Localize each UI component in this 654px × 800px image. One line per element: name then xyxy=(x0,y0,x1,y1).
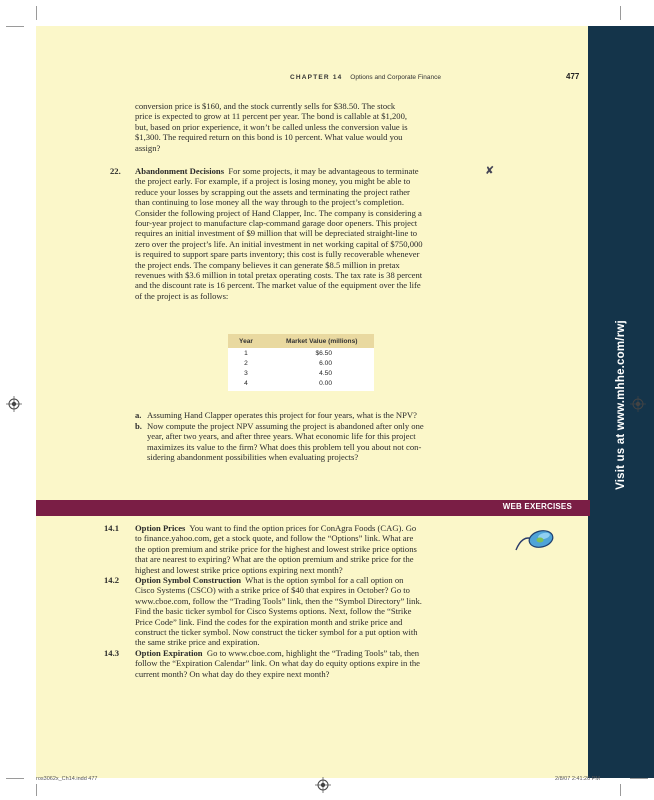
part-a-text xyxy=(147,410,417,420)
crop-mark xyxy=(620,6,621,20)
problem-22-paragraph xyxy=(135,166,423,301)
text-line xyxy=(135,648,420,658)
table-cell-year: 2 xyxy=(244,359,248,367)
market-value-table xyxy=(228,334,374,391)
column-header-year: Year xyxy=(228,334,264,348)
exercise-number: 14.1 xyxy=(104,523,120,533)
text-line: year, after two years, and after three years. What economic life for this project xyxy=(147,431,416,442)
text-line-first: Go to www.cboe.com, highlight the “Trading Tools” tab, then xyxy=(206,648,420,658)
problem-number: 22. xyxy=(110,166,121,176)
table-cell-value: 0.00 xyxy=(319,379,332,387)
text-line: Assuming Hand Clapper operates this project for four years, what is the NPV? xyxy=(147,410,417,420)
text-line: to finance.yahoo.com, get a stock quote, and follow the “Options” link. What are xyxy=(135,533,414,544)
part-b-label: b. xyxy=(135,421,142,431)
text-line: that are nearest to expiring? What are the option premium and strike price for the xyxy=(135,554,414,565)
crop-mark xyxy=(630,778,648,779)
exercise-title: Option Prices xyxy=(135,523,186,533)
exercise-title: Option Expiration xyxy=(135,648,203,658)
text-line: current month? On what day do they expire next month? xyxy=(135,668,330,679)
table-cell-value: $6.50 xyxy=(315,349,332,357)
text-line: zero over the project’s life. An initial investment in net working capital of $750,000 xyxy=(135,238,423,249)
table-cell-year: 3 xyxy=(244,369,248,377)
crop-mark xyxy=(6,26,24,27)
text-line: the project ends. The company believes it can generate $8.5 million in pretax xyxy=(135,259,400,270)
registration-mark-icon xyxy=(630,396,646,412)
text-line: is required to support spare parts inventory; this cost is fully recoverable whenever xyxy=(135,249,420,260)
text-line: Price Code” link. Find the codes for the expiration month and strike price and xyxy=(135,616,403,627)
text-line: Find the basic ticker symbol for Cisco Systems options. Next, follow the “Strike xyxy=(135,606,412,617)
text-line: and the discount rate is 16 percent. The market value of the equipment over the life xyxy=(135,280,421,291)
table-header-row xyxy=(228,334,374,348)
text-line xyxy=(135,575,422,585)
text-line: reduce your losses by scrapping out the assets and terminating the project rather xyxy=(135,186,410,197)
text-line: requires an initial investment of $9 million that will be depreciated straight-line to xyxy=(135,228,418,239)
running-head xyxy=(290,74,441,81)
registration-mark-icon xyxy=(6,396,22,412)
table-cell-year: 1 xyxy=(244,349,248,357)
text-line: the same strike price and expiration. xyxy=(135,637,260,648)
footer-timestamp: 2/8/07 2:41:20 PM xyxy=(555,776,600,782)
exercise-14-1 xyxy=(135,523,417,575)
chapter-title: Options and Corporate Finance xyxy=(350,74,441,81)
text-line xyxy=(135,523,417,533)
computer-mouse-icon xyxy=(514,526,556,556)
web-exercises-label: WEB EXERCISES xyxy=(502,502,572,511)
part-b-text xyxy=(147,421,424,463)
column-header-market-value: Market Value (millions) xyxy=(264,334,374,348)
text-line: conversion price is $160, and the stock currently sells for $38.50. The stock xyxy=(135,101,396,111)
text-line: Consider the following project of Hand Clapper, Inc. The company is considering a xyxy=(135,207,422,218)
text-line: revenues with $3.6 million in total pretax operating costs. The tax rate is 38 percent xyxy=(135,270,423,281)
text-line: the project early. For example, if a project is losing money, you might be able to xyxy=(135,176,411,187)
exercise-number: 14.3 xyxy=(104,648,120,658)
text-line-first: You want to find the option prices for ConAgra Foods (CAG). Go xyxy=(189,523,417,533)
text-line: follow the “Expiration Calendar” link. On what day do equity options expire in the xyxy=(135,658,420,669)
text-line: www.cboe.com, follow the “Trading Tools” link, then the “Symbol Directory” link. xyxy=(135,595,422,606)
footer-file-slug: ros3062x_Ch14.indd 477 xyxy=(36,776,98,782)
table-cell-value: 6.00 xyxy=(319,359,332,367)
text-line: Cisco Systems (CSCO) with a strike price of $40 that expires in October? Go to xyxy=(135,585,410,596)
text-line: highest and lowest strike price options expiring next month? xyxy=(135,564,343,575)
exercise-14-3 xyxy=(135,648,420,679)
crop-mark xyxy=(620,784,621,796)
text-line: than continuing to lose money all the way through to the project’s completion. xyxy=(135,197,404,208)
exercise-number: 14.2 xyxy=(104,575,120,585)
table-row xyxy=(228,348,374,358)
table-cell-year: 4 xyxy=(244,379,248,387)
text-line: the option premium and strike price for the highest and lowest strike price options xyxy=(135,543,417,554)
text-line: of the project is as follows: xyxy=(135,290,229,301)
text-line: but, based on prior experience, it won’t be called unless the conversion value is xyxy=(135,121,408,132)
text-line: $1,300. The required return on this bond is 10 percent. What value would you xyxy=(135,132,403,143)
text-line-first: For some projects, it may be advantageous to terminate xyxy=(228,166,419,176)
crop-mark xyxy=(6,778,24,779)
text-line: four-year project to manufacture clap-command garage door openers. This project xyxy=(135,218,418,229)
text-line: sidering abandonment possibilities when evaluating projects? xyxy=(147,452,359,463)
text-line: price is expected to grow at 11 percent per year. The bond is callable at $1,200, xyxy=(135,111,408,122)
chapter-label: CHAPTER 14 xyxy=(290,74,343,81)
crop-mark xyxy=(36,6,37,20)
page-number: 477 xyxy=(566,72,580,81)
text-line xyxy=(135,166,423,176)
web-exercises-banner xyxy=(36,500,590,516)
crop-mark xyxy=(36,784,37,796)
part-a-label: a. xyxy=(135,410,142,420)
text-line: Now compute the project NPV assuming the project is abandoned after only one xyxy=(147,421,424,431)
text-line: assign? xyxy=(135,142,161,153)
table-row xyxy=(228,378,374,391)
exercise-14-2 xyxy=(135,575,422,648)
text-line: construct the ticker symbol. Now construct the ticker symbol for a put option with xyxy=(135,627,418,638)
intro-paragraph xyxy=(135,101,408,153)
text-line-first: What is the option symbol for a call option on xyxy=(245,575,404,585)
exercise-title: Option Symbol Construction xyxy=(135,575,242,585)
table-cell-value: 4.50 xyxy=(319,369,332,377)
sidebar-url-text: Visit us at www.mhhe.com/rwj xyxy=(615,320,627,490)
table-row xyxy=(228,358,374,368)
registration-mark-icon xyxy=(315,777,331,793)
table-row xyxy=(228,368,374,378)
problem-title: Abandonment Decisions xyxy=(135,166,225,176)
text-line: maximizes its value to the firm? What does this problem tell you about not con- xyxy=(147,441,422,452)
spreadsheet-x-icon: ✘ xyxy=(485,164,495,177)
